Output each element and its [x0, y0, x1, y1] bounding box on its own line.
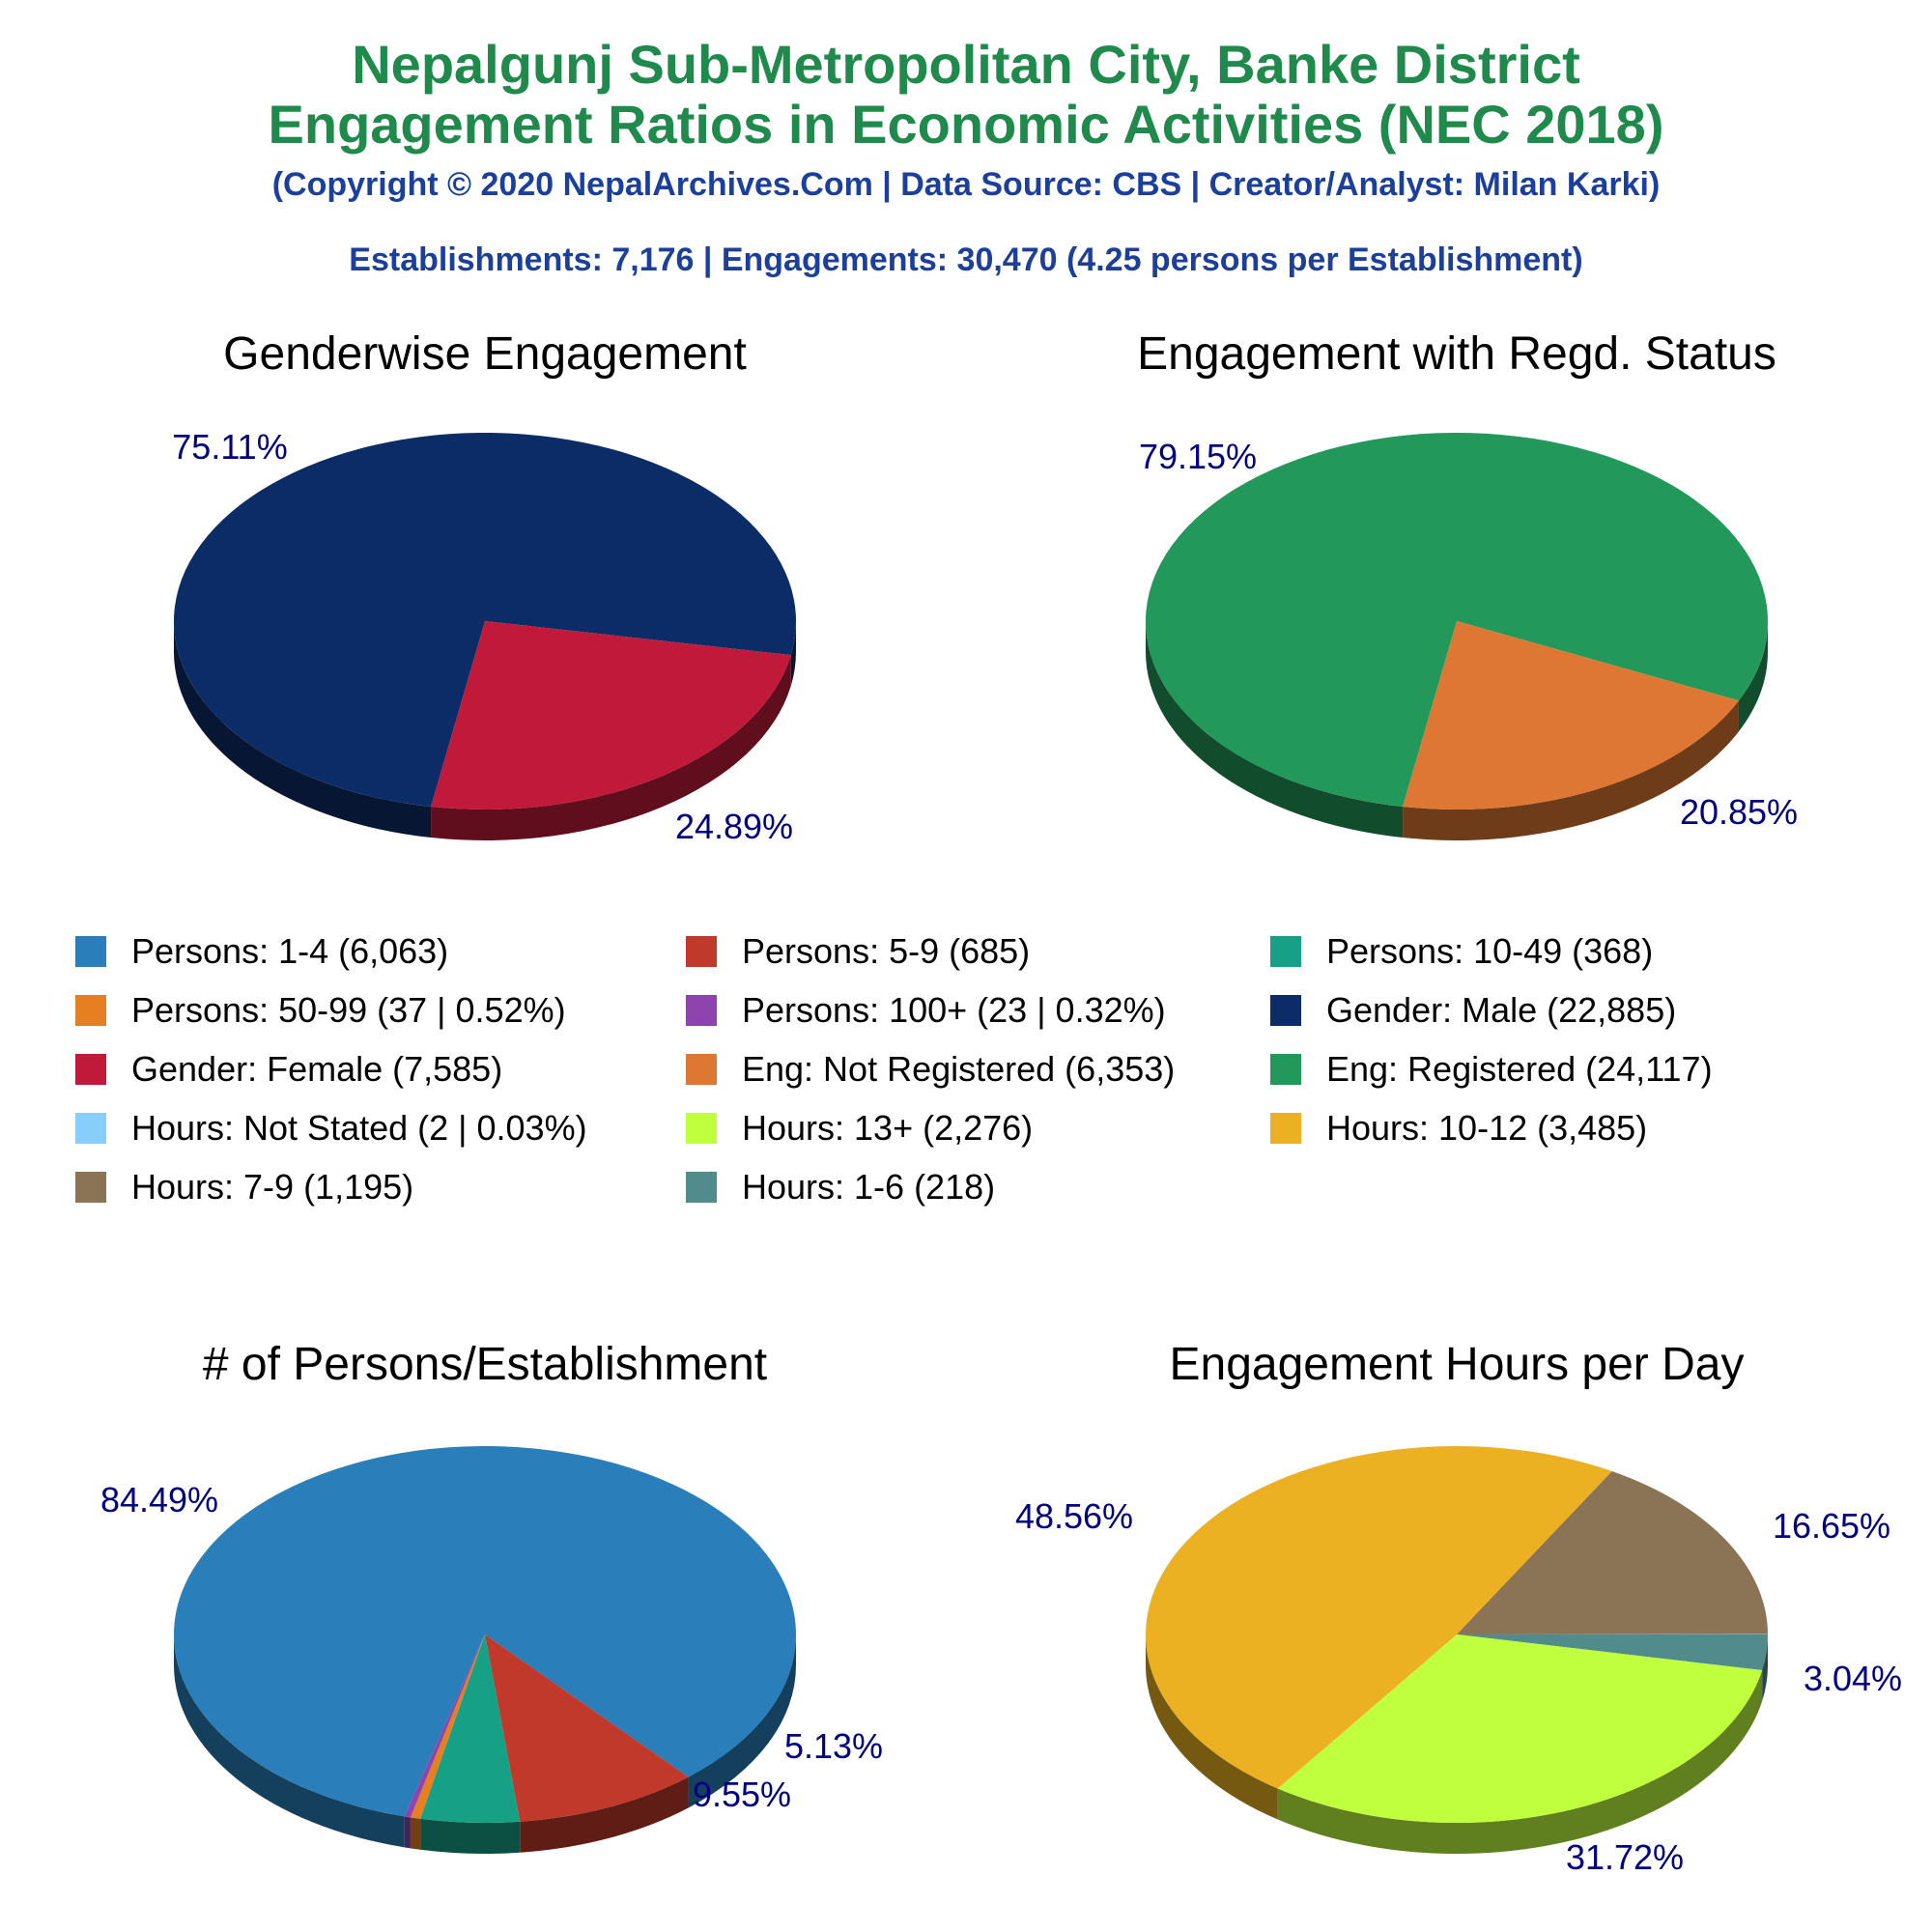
summary-line: Establishments: 7,176 | Engagements: 30,470 (4.25 persons per Establishment) [349, 242, 1583, 278]
pie-chart-genderwise-engagement [172, 328, 796, 846]
legend-swatch [1270, 1113, 1301, 1144]
pie-title: Engagement with Regd. Status [1137, 328, 1776, 380]
legend-item [1270, 986, 1676, 1035]
pie-label-eng-not-registered: 20.85% [1679, 792, 1799, 832]
legend-label: Hours: 13+ (2,276) [742, 1108, 1034, 1148]
pie-side-persons-50-99 [411, 1817, 420, 1849]
legend-swatch [1270, 936, 1301, 967]
pie-chart-engagement-hours-per-day [1015, 1339, 1902, 1877]
legend-label: Eng: Not Registered (6,353) [742, 1049, 1176, 1089]
legend-item [1270, 927, 1653, 976]
pie-title: # of Persons/Establishment [202, 1339, 768, 1390]
chart-title-line-1: Nepalgunj Sub-Metropolitan City, Banke District [352, 34, 1580, 95]
legend-item [75, 1163, 413, 1211]
legend-label: Hours: 10-12 (3,485) [1326, 1108, 1648, 1148]
chart-title-line-2: Engagement Ratios in Economic Activities (NEC 2018) [268, 94, 1664, 155]
legend-swatch [686, 1113, 717, 1144]
legend-swatch [686, 995, 717, 1026]
legend-swatch [686, 936, 717, 967]
legend-label: Gender: Male (22,885) [1326, 990, 1677, 1030]
pie-label-persons-10-49: 5.13% [783, 1726, 884, 1766]
legend-swatch [75, 1054, 106, 1085]
pie-label-hours-1-6: 3.04% [1803, 1659, 1903, 1698]
legend-item [686, 1045, 1175, 1094]
copyright-line: (Copyright © 2020 NepalArchives.Com | Data Source: CBS | Creator/Analyst: Milan Karki) [271, 166, 1661, 203]
legend-item [686, 986, 1166, 1035]
legend-swatch [75, 1172, 106, 1203]
legend-item [75, 986, 566, 1035]
legend-swatch [75, 936, 106, 967]
pie-chart-of-persons-establishment [100, 1339, 883, 1854]
legend-item [686, 927, 1030, 976]
legend-label: Persons: 5-9 (685) [742, 931, 1031, 971]
pie-chart-engagement-with-regd-status [1137, 328, 1798, 840]
pie-slice-gender-female [431, 621, 791, 810]
pie-side-persons-100 [405, 1816, 411, 1848]
legend-label: Hours: 1-6 (218) [742, 1167, 996, 1207]
legend-swatch [75, 995, 106, 1026]
legend-label: Persons: 50-99 (37 | 0.52%) [131, 990, 566, 1030]
pie-label-hours-7-9: 16.65% [1772, 1506, 1891, 1546]
legend-item [75, 927, 448, 976]
legend-item [1270, 1045, 1713, 1094]
pie-label-eng-registered: 79.15% [1138, 437, 1258, 476]
pie-label-hours-13: 31.72% [1565, 1837, 1685, 1877]
legend-label: Gender: Female (7,585) [131, 1049, 503, 1089]
legend-label: Hours: Not Stated (2 | 0.03%) [131, 1108, 587, 1148]
legend-label: Persons: 100+ (23 | 0.32%) [742, 990, 1166, 1030]
pie-label-persons-1-4: 84.49% [99, 1480, 219, 1520]
legend-swatch [75, 1113, 106, 1144]
pie-side-persons-10-49 [420, 1819, 520, 1854]
legend-item [75, 1045, 502, 1094]
pie-title: Engagement Hours per Day [1169, 1339, 1745, 1390]
pie-label-persons-5-9: 9.55% [692, 1775, 792, 1814]
legend-swatch [686, 1054, 717, 1085]
legend-label: Persons: 1-4 (6,063) [131, 931, 449, 971]
legend-label: Hours: 7-9 (1,195) [131, 1167, 414, 1207]
legend-item [686, 1163, 995, 1211]
legend-item [75, 1104, 587, 1152]
pie-label-gender-male: 75.11% [172, 427, 288, 467]
pie-label-hours-10-12: 48.56% [1014, 1496, 1134, 1536]
legend-label: Persons: 10-49 (368) [1326, 931, 1654, 971]
legend-swatch [1270, 995, 1301, 1026]
legend-item [686, 1104, 1033, 1152]
legend-swatch [1270, 1054, 1301, 1085]
pie-label-gender-female: 24.89% [674, 807, 794, 846]
pie-title: Genderwise Engagement [223, 328, 747, 380]
legend-item [1270, 1104, 1647, 1152]
legend-swatch [686, 1172, 717, 1203]
legend-label: Eng: Registered (24,117) [1326, 1049, 1713, 1089]
